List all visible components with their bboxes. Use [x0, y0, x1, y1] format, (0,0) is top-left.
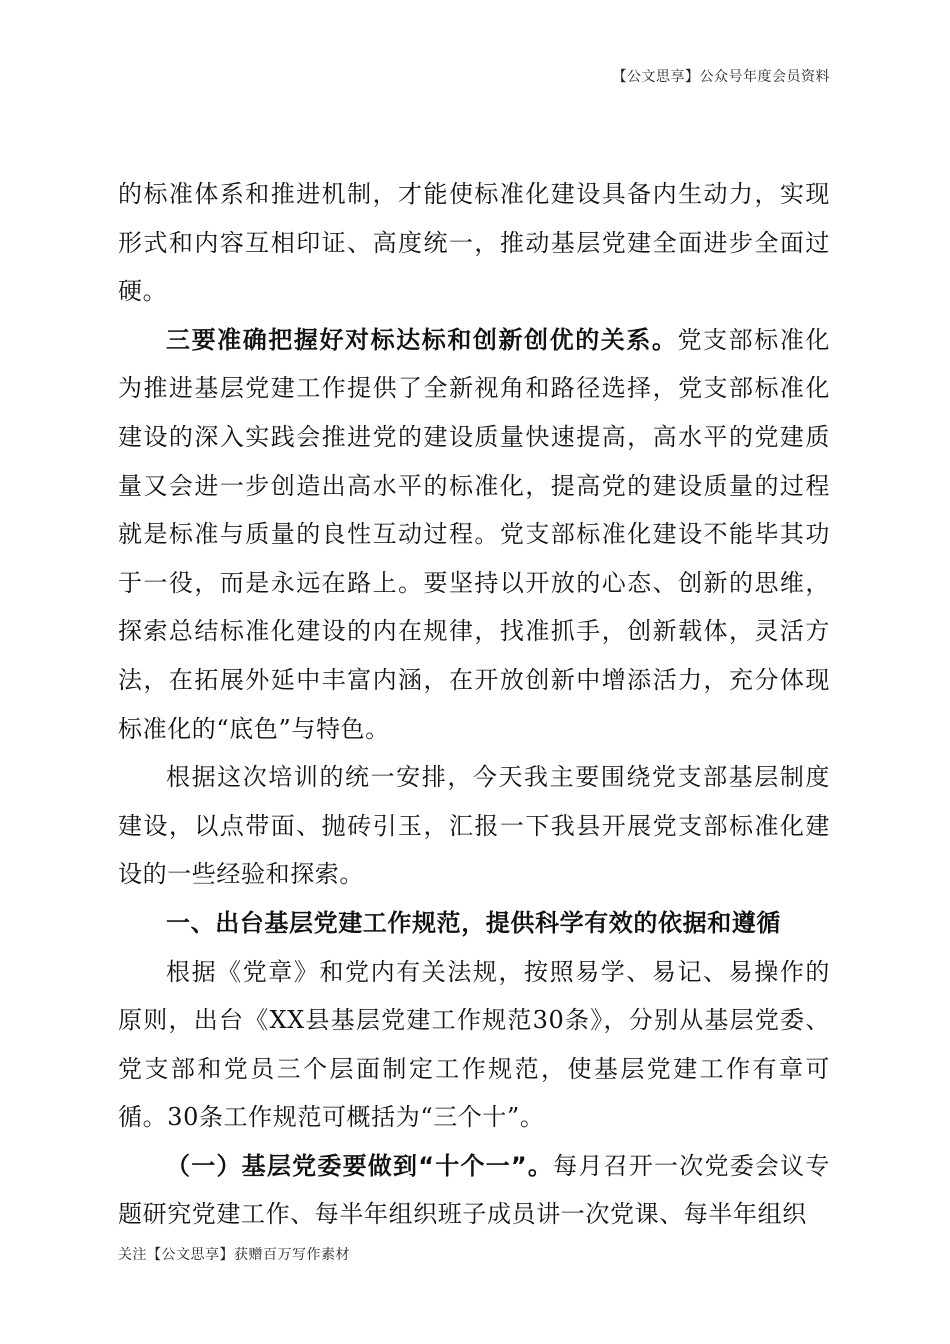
paragraph-body-text: 党支部标准化为推进基层党建工作提供了全新视角和路径选择，党支部标准化建设的深入实践会推进党的建设质量快速提高，高水平的党建质量又会进一步创造出高水平的标准化，提高党的建设质量的过程就是标准与质量的良性互动过程。党支部标准化建设不能毕其功于一役，而是永远在路上。要坚持以开放的心态、创新的思维，探索总结标准化建设的内在规律，找准抓手，创新载体，灵活方法，在拓展外延中丰富内涵，在开放创新中增添活力，充分体现标准化的“底色”与特色。	[118, 325, 830, 743]
section-heading: 一、出台基层党建工作规范，提供科学有效的依据和遵循	[166, 908, 781, 937]
document-body	[118, 170, 830, 1239]
subsection-lead-bold: （一）基层党委要做到“十个一”。	[166, 1151, 554, 1180]
paragraph-continuation: 的标准体系和推进机制，才能使标准化建设具备内生动力，实现形式和内容互相印证、高度统一，推动基层党建全面进步全面过硬。	[118, 180, 830, 306]
page-footer: 关注【公文思享】获赠百万写作素材	[118, 1247, 350, 1263]
paragraph-intro: 根据这次培训的统一安排，今天我主要围绕党支部基层制度建设，以点带面、抛砖引玉，汇报一下我县开展党支部标准化建设的一些经验和探索。	[118, 763, 830, 889]
paragraph-subsection-one	[118, 1142, 830, 1239]
paragraph-regulations: 根据《党章》和党内有关法规，按照易学、易记、易操作的原则，出台《XX县基层党建工作规范30条》，分别从基层党委、党支部和党员三个层面制定工作规范，使基层党建工作有章可循。30条工作规范可概括为“三个十”。	[118, 957, 830, 1132]
paragraph-body-text: 每月召开一次党委会议专题研究党建工作、每半年组织班子成员讲一次党课、每半年组织	[118, 1151, 830, 1229]
paragraph-third-point	[118, 316, 830, 753]
page-header: 【公文思享】公众号年度会员资料	[612, 69, 830, 85]
paragraph-lead-bold: 三要准确把握好对标达标和创新创优的关系。	[166, 324, 678, 354]
